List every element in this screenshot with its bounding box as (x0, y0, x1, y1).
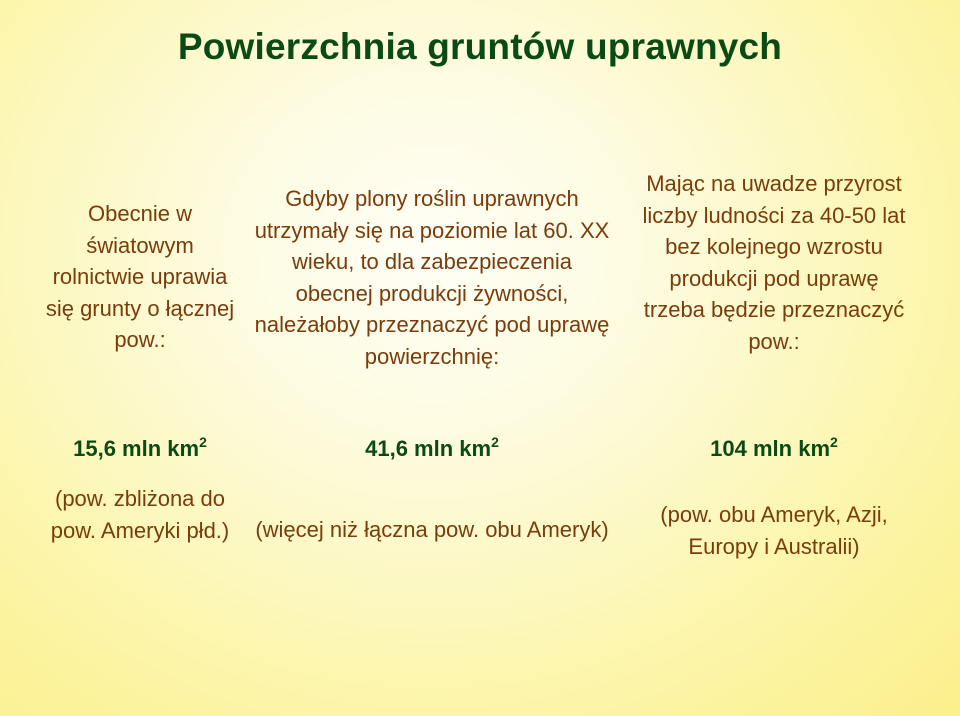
column-3-value (636, 436, 912, 462)
column-3-value-text: 104 mln km (710, 436, 831, 461)
column-3-note: (pow. obu Ameryk, Azji, Europy i Australii) (660, 502, 888, 559)
slide-title: Powierzchnia gruntów uprawnych (177, 26, 783, 67)
column-1-value-exponent: 2 (199, 434, 207, 450)
column-3-description: Mając na uwadze przyrost liczby ludności za 40-50 lat bez kolejnego wzrostu produkcji pod uprawę trzeba będzie przeznaczyć pow.: (642, 171, 906, 354)
column-1-value (40, 436, 240, 462)
column-2-value-exponent: 2 (491, 434, 499, 450)
column-1-description: Obecnie w światowym rolnictwie uprawia się grunty o łącznej pow.: (45, 201, 235, 353)
column-2-note: (więcej niż łączna pow. obu Ameryk) (255, 517, 609, 542)
column-2-description: Gdyby plony roślin uprawnych utrzymały się na poziomie lat 60. XX wieku, to dla zabezpieczenia obecnej produkcji żywności, należałoby przeznaczyć pod uprawę powierzchnię: (254, 186, 610, 369)
column-2-value (252, 436, 612, 462)
column-3-value-exponent: 2 (830, 434, 838, 450)
column-2-value-text: 41,6 mln km (365, 436, 492, 461)
column-1-value-text: 15,6 mln km (73, 436, 200, 461)
column-1-note: (pow. zbliżona do pow. Ameryki płd.) (50, 486, 230, 543)
